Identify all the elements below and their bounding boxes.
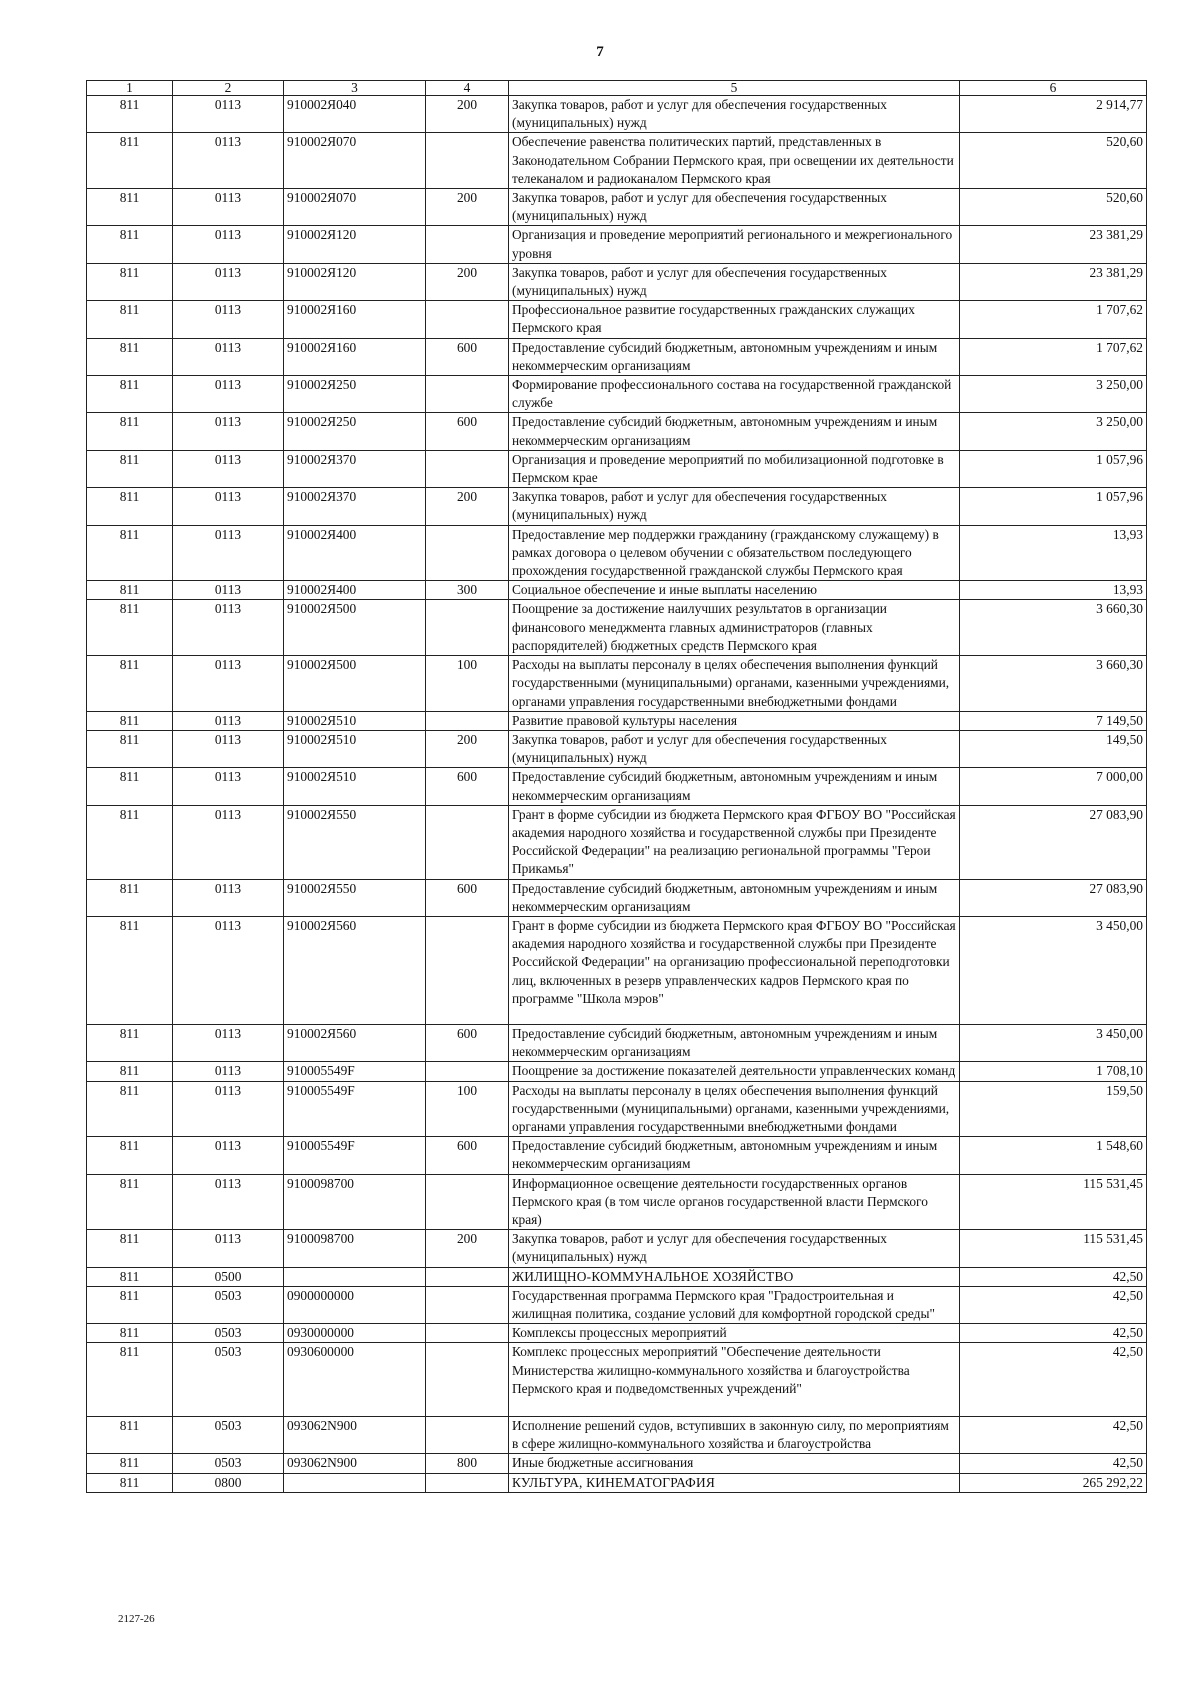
table-row [87, 600, 1147, 656]
cell-admin-code: 811 [87, 711, 173, 730]
cell-section-code: 0113 [173, 730, 284, 767]
cell-description: Предоставление мер поддержки гражданину (гражданскому служащему) в рамках договора о целевом обучении с обязательством последующего прохождения государственной гражданской службы Пермского края [509, 525, 960, 581]
cell-expense-type [426, 1343, 509, 1417]
cell-section-code: 0113 [173, 338, 284, 375]
cell-admin-code: 811 [87, 189, 173, 226]
cell-expense-type: 100 [426, 656, 509, 712]
table-row [87, 376, 1147, 413]
cell-amount: 42,50 [960, 1286, 1147, 1323]
cell-amount: 42,50 [960, 1417, 1147, 1454]
cell-section-code: 0113 [173, 879, 284, 916]
cell-target-code [284, 1473, 426, 1492]
cell-admin-code: 811 [87, 1473, 173, 1492]
cell-amount: 1 057,96 [960, 488, 1147, 525]
cell-target-code: 910002Я250 [284, 376, 426, 413]
cell-admin-code: 811 [87, 226, 173, 263]
cell-expense-type [426, 450, 509, 487]
cell-section-code: 0503 [173, 1286, 284, 1323]
cell-admin-code: 811 [87, 600, 173, 656]
table-row [87, 450, 1147, 487]
cell-expense-type: 800 [426, 1454, 509, 1473]
column-header: 4 [426, 81, 509, 96]
cell-amount: 1 707,62 [960, 338, 1147, 375]
cell-target-code: 910002Я560 [284, 916, 426, 1024]
header-row [87, 81, 1147, 96]
cell-amount: 23 381,29 [960, 263, 1147, 300]
cell-description: Предоставление субсидий бюджетным, автономным учреждениям и иным некоммерческим организациям [509, 768, 960, 805]
cell-expense-type [426, 525, 509, 581]
cell-section-code: 0113 [173, 376, 284, 413]
cell-section-code: 0113 [173, 768, 284, 805]
cell-expense-type: 100 [426, 1081, 509, 1137]
table-row [87, 1024, 1147, 1061]
cell-expense-type: 200 [426, 96, 509, 133]
cell-admin-code: 811 [87, 1081, 173, 1137]
cell-target-code: 910002Я160 [284, 301, 426, 338]
cell-description: Грант в форме субсидии из бюджета Пермского края ФГБОУ ВО "Российская академия народного хозяйства и государственной службы при Президенте Российской Федерации" на организацию профессиональной переподготовки лиц, включенных в резерв управленческих кадров Пермского края по программе "Школа мэров" [509, 916, 960, 1024]
cell-expense-type: 300 [426, 581, 509, 600]
table-row [87, 525, 1147, 581]
cell-target-code: 910002Я400 [284, 525, 426, 581]
cell-amount: 7 149,50 [960, 711, 1147, 730]
cell-admin-code: 811 [87, 656, 173, 712]
cell-description: Закупка товаров, работ и услуг для обеспечения государственных (муниципальных) нужд [509, 263, 960, 300]
cell-description: Предоставление субсидий бюджетным, автономным учреждениям и иным некоммерческим организациям [509, 1024, 960, 1061]
table-row [87, 189, 1147, 226]
table-row [87, 133, 1147, 189]
table-row [87, 488, 1147, 525]
cell-section-code: 0113 [173, 711, 284, 730]
cell-expense-type [426, 133, 509, 189]
table-row [87, 879, 1147, 916]
cell-section-code: 0503 [173, 1324, 284, 1343]
column-header: 2 [173, 81, 284, 96]
table-row [87, 1174, 1147, 1230]
cell-description: Закупка товаров, работ и услуг для обеспечения государственных (муниципальных) нужд [509, 96, 960, 133]
column-header: 5 [509, 81, 960, 96]
cell-section-code: 0113 [173, 413, 284, 450]
cell-section-code: 0113 [173, 656, 284, 712]
cell-expense-type: 600 [426, 338, 509, 375]
cell-amount: 3 250,00 [960, 376, 1147, 413]
cell-expense-type: 200 [426, 730, 509, 767]
cell-section-code: 0113 [173, 1137, 284, 1174]
table-row [87, 1267, 1147, 1286]
cell-description: Организация и проведение мероприятий по мобилизационной подготовке в Пермском крае [509, 450, 960, 487]
table-row [87, 1062, 1147, 1081]
footer-code: 2127-26 [118, 1613, 155, 1625]
cell-admin-code: 811 [87, 488, 173, 525]
cell-section-code: 0113 [173, 1062, 284, 1081]
cell-admin-code: 811 [87, 805, 173, 879]
cell-admin-code: 811 [87, 1286, 173, 1323]
table-header [87, 81, 1147, 96]
cell-expense-type [426, 600, 509, 656]
cell-admin-code: 811 [87, 525, 173, 581]
cell-expense-type [426, 226, 509, 263]
cell-amount: 520,60 [960, 189, 1147, 226]
cell-description: Обеспечение равенства политических партий, представленных в Законодательном Собрании Пермского края, при освещении их деятельности телеканалом и радиоканалом Пермского края [509, 133, 960, 189]
cell-amount: 3 250,00 [960, 413, 1147, 450]
cell-expense-type: 600 [426, 1024, 509, 1061]
cell-amount: 13,93 [960, 525, 1147, 581]
cell-admin-code: 811 [87, 581, 173, 600]
cell-section-code: 0113 [173, 581, 284, 600]
cell-description: Предоставление субсидий бюджетным, автономным учреждениям и иным некоммерческим организациям [509, 1137, 960, 1174]
table-body [87, 96, 1147, 1493]
cell-amount: 115 531,45 [960, 1174, 1147, 1230]
cell-expense-type [426, 376, 509, 413]
column-header: 6 [960, 81, 1147, 96]
cell-description: Закупка товаров, работ и услуг для обеспечения государственных (муниципальных) нужд [509, 1230, 960, 1267]
cell-amount: 13,93 [960, 581, 1147, 600]
table-row [87, 768, 1147, 805]
cell-target-code [284, 1267, 426, 1286]
cell-target-code: 910002Я550 [284, 805, 426, 879]
cell-admin-code: 811 [87, 1024, 173, 1061]
cell-target-code: 910002Я510 [284, 730, 426, 767]
cell-amount: 520,60 [960, 133, 1147, 189]
cell-description: Исполнение решений судов, вступивших в законную силу, по мероприятиям в сфере жилищно-коммунального хозяйства и благоустройства [509, 1417, 960, 1454]
cell-target-code: 910005549F [284, 1081, 426, 1137]
table-row [87, 96, 1147, 133]
cell-expense-type: 200 [426, 189, 509, 226]
cell-admin-code: 811 [87, 768, 173, 805]
cell-target-code: 910002Я400 [284, 581, 426, 600]
cell-description: Закупка товаров, работ и услуг для обеспечения государственных (муниципальных) нужд [509, 488, 960, 525]
cell-description: Формирование профессионального состава на государственной гражданской службе [509, 376, 960, 413]
cell-amount: 3 660,30 [960, 600, 1147, 656]
cell-description: КУЛЬТУРА, КИНЕМАТОГРАФИЯ [509, 1473, 960, 1492]
cell-description: Профессиональное развитие государственных гражданских служащих Пермского края [509, 301, 960, 338]
cell-admin-code: 811 [87, 1324, 173, 1343]
cell-amount: 42,50 [960, 1343, 1147, 1417]
cell-section-code: 0113 [173, 488, 284, 525]
cell-target-code: 0930000000 [284, 1324, 426, 1343]
cell-expense-type [426, 301, 509, 338]
cell-target-code: 093062N900 [284, 1454, 426, 1473]
cell-section-code: 0503 [173, 1417, 284, 1454]
table-row [87, 1081, 1147, 1137]
cell-amount: 115 531,45 [960, 1230, 1147, 1267]
cell-description: Предоставление субсидий бюджетным, автономным учреждениям и иным некоммерческим организациям [509, 338, 960, 375]
cell-description: Расходы на выплаты персоналу в целях обеспечения выполнения функций государственными (муниципальными) органами, казенными учреждениями, органами управления государственными внебюджетными фондами [509, 656, 960, 712]
table-row [87, 1454, 1147, 1473]
cell-amount: 7 000,00 [960, 768, 1147, 805]
cell-expense-type: 200 [426, 488, 509, 525]
table-row [87, 226, 1147, 263]
cell-amount: 265 292,22 [960, 1473, 1147, 1492]
table-row [87, 301, 1147, 338]
cell-expense-type: 200 [426, 1230, 509, 1267]
table-row [87, 805, 1147, 879]
cell-section-code: 0503 [173, 1454, 284, 1473]
cell-section-code: 0113 [173, 1081, 284, 1137]
cell-admin-code: 811 [87, 263, 173, 300]
cell-target-code: 910002Я500 [284, 656, 426, 712]
cell-description: Расходы на выплаты персоналу в целях обеспечения выполнения функций государственными (муниципальными) органами, казенными учреждениями, органами управления государственными внебюджетными фондами [509, 1081, 960, 1137]
cell-description: Государственная программа Пермского края "Градостроительная и жилищная политика, создание условий для комфортной городской среды" [509, 1286, 960, 1323]
cell-admin-code: 811 [87, 1454, 173, 1473]
cell-description: Закупка товаров, работ и услуг для обеспечения государственных (муниципальных) нужд [509, 730, 960, 767]
cell-target-code: 0900000000 [284, 1286, 426, 1323]
cell-amount: 27 083,90 [960, 805, 1147, 879]
cell-section-code: 0503 [173, 1343, 284, 1417]
cell-target-code: 910002Я120 [284, 263, 426, 300]
cell-admin-code: 811 [87, 376, 173, 413]
cell-target-code: 0930600000 [284, 1343, 426, 1417]
cell-section-code: 0113 [173, 263, 284, 300]
cell-description: Закупка товаров, работ и услуг для обеспечения государственных (муниципальных) нужд [509, 189, 960, 226]
cell-target-code: 9100098700 [284, 1230, 426, 1267]
table-row [87, 581, 1147, 600]
cell-admin-code: 811 [87, 1343, 173, 1417]
cell-target-code: 910002Я250 [284, 413, 426, 450]
cell-section-code: 0113 [173, 525, 284, 581]
cell-admin-code: 811 [87, 96, 173, 133]
cell-expense-type [426, 1174, 509, 1230]
cell-target-code: 910002Я510 [284, 768, 426, 805]
cell-description: Поощрение за достижение наилучших результатов в организации финансового менеджмента главных администраторов (главных распорядителей) бюджетных средств Пермского края [509, 600, 960, 656]
cell-description: Организация и проведение мероприятий регионального и межрегионального уровня [509, 226, 960, 263]
cell-expense-type [426, 711, 509, 730]
table-row [87, 1343, 1147, 1417]
cell-amount: 3 450,00 [960, 1024, 1147, 1061]
cell-admin-code: 811 [87, 338, 173, 375]
cell-admin-code: 811 [87, 730, 173, 767]
cell-amount: 3 450,00 [960, 916, 1147, 1024]
cell-target-code: 910002Я070 [284, 133, 426, 189]
cell-admin-code: 811 [87, 1230, 173, 1267]
table-row [87, 263, 1147, 300]
table-row [87, 1417, 1147, 1454]
cell-expense-type: 600 [426, 1137, 509, 1174]
table-row [87, 1473, 1147, 1492]
cell-expense-type: 600 [426, 413, 509, 450]
cell-description: Предоставление субсидий бюджетным, автономным учреждениям и иным некоммерческим организациям [509, 879, 960, 916]
cell-amount: 1 707,62 [960, 301, 1147, 338]
cell-admin-code: 811 [87, 1137, 173, 1174]
cell-target-code: 910005549F [284, 1137, 426, 1174]
cell-expense-type [426, 1473, 509, 1492]
cell-target-code: 093062N900 [284, 1417, 426, 1454]
cell-section-code: 0500 [173, 1267, 284, 1286]
cell-description: Комплексы процессных мероприятий [509, 1324, 960, 1343]
cell-description: Социальное обеспечение и иные выплаты населению [509, 581, 960, 600]
cell-amount: 1 057,96 [960, 450, 1147, 487]
column-header: 1 [87, 81, 173, 96]
cell-section-code: 0113 [173, 1230, 284, 1267]
cell-expense-type [426, 1267, 509, 1286]
cell-amount: 42,50 [960, 1324, 1147, 1343]
table-row [87, 656, 1147, 712]
cell-target-code: 910002Я550 [284, 879, 426, 916]
cell-expense-type [426, 1324, 509, 1343]
cell-target-code: 910002Я510 [284, 711, 426, 730]
cell-section-code: 0113 [173, 805, 284, 879]
cell-amount: 3 660,30 [960, 656, 1147, 712]
cell-amount: 23 381,29 [960, 226, 1147, 263]
cell-target-code: 910002Я040 [284, 96, 426, 133]
cell-section-code: 0113 [173, 226, 284, 263]
cell-admin-code: 811 [87, 879, 173, 916]
budget-table [86, 80, 1147, 1493]
cell-section-code: 0113 [173, 301, 284, 338]
cell-amount: 42,50 [960, 1454, 1147, 1473]
cell-target-code: 910005549F [284, 1062, 426, 1081]
cell-expense-type: 600 [426, 768, 509, 805]
cell-target-code: 910002Я560 [284, 1024, 426, 1061]
cell-expense-type [426, 1286, 509, 1323]
column-header: 3 [284, 81, 426, 96]
table-row [87, 338, 1147, 375]
cell-amount: 159,50 [960, 1081, 1147, 1137]
cell-amount: 1 548,60 [960, 1137, 1147, 1174]
cell-admin-code: 811 [87, 916, 173, 1024]
cell-amount: 149,50 [960, 730, 1147, 767]
cell-target-code: 9100098700 [284, 1174, 426, 1230]
cell-section-code: 0113 [173, 1174, 284, 1230]
cell-expense-type [426, 1417, 509, 1454]
cell-section-code: 0113 [173, 133, 284, 189]
cell-target-code: 910002Я070 [284, 189, 426, 226]
cell-description: Комплекс процессных мероприятий "Обеспечение деятельности Министерства жилищно-коммунального хозяйства и благоустройства Пермского края и подведомственных учреждений" [509, 1343, 960, 1417]
cell-admin-code: 811 [87, 1417, 173, 1454]
cell-description: Поощрение за достижение показателей деятельности управленческих команд [509, 1062, 960, 1081]
cell-admin-code: 811 [87, 413, 173, 450]
cell-section-code: 0113 [173, 600, 284, 656]
cell-section-code: 0113 [173, 1024, 284, 1061]
cell-admin-code: 811 [87, 1267, 173, 1286]
table-row [87, 1137, 1147, 1174]
table-row [87, 1324, 1147, 1343]
cell-description: Развитие правовой культуры населения [509, 711, 960, 730]
cell-amount: 2 914,77 [960, 96, 1147, 133]
cell-expense-type [426, 805, 509, 879]
cell-amount: 27 083,90 [960, 879, 1147, 916]
cell-admin-code: 811 [87, 133, 173, 189]
table-row [87, 916, 1147, 1024]
table-row [87, 413, 1147, 450]
cell-expense-type: 600 [426, 879, 509, 916]
cell-section-code: 0113 [173, 450, 284, 487]
cell-description: Грант в форме субсидии из бюджета Пермского края ФГБОУ ВО "Российская академия народного хозяйства и государственной службы при Президенте Российской Федерации" на реализацию региональной программы "Герои Прикамья" [509, 805, 960, 879]
cell-admin-code: 811 [87, 450, 173, 487]
cell-target-code: 910002Я160 [284, 338, 426, 375]
cell-expense-type [426, 1062, 509, 1081]
cell-target-code: 910002Я120 [284, 226, 426, 263]
cell-admin-code: 811 [87, 1174, 173, 1230]
cell-target-code: 910002Я370 [284, 450, 426, 487]
table-row [87, 1230, 1147, 1267]
table-row [87, 711, 1147, 730]
table-row [87, 730, 1147, 767]
cell-target-code: 910002Я500 [284, 600, 426, 656]
cell-section-code: 0113 [173, 916, 284, 1024]
cell-section-code: 0113 [173, 96, 284, 133]
cell-section-code: 0800 [173, 1473, 284, 1492]
cell-admin-code: 811 [87, 1062, 173, 1081]
page-number: 7 [596, 44, 604, 60]
cell-description: Информационное освещение деятельности государственных органов Пермского края (в том числе органов государственной власти Пермского края) [509, 1174, 960, 1230]
table-row [87, 1286, 1147, 1323]
cell-expense-type [426, 916, 509, 1024]
cell-target-code: 910002Я370 [284, 488, 426, 525]
cell-description: ЖИЛИЩНО-КОММУНАЛЬНОЕ ХОЗЯЙСТВО [509, 1267, 960, 1286]
cell-section-code: 0113 [173, 189, 284, 226]
cell-amount: 1 708,10 [960, 1062, 1147, 1081]
cell-description: Иные бюджетные ассигнования [509, 1454, 960, 1473]
cell-description: Предоставление субсидий бюджетным, автономным учреждениям и иным некоммерческим организациям [509, 413, 960, 450]
cell-amount: 42,50 [960, 1267, 1147, 1286]
cell-admin-code: 811 [87, 301, 173, 338]
cell-expense-type: 200 [426, 263, 509, 300]
